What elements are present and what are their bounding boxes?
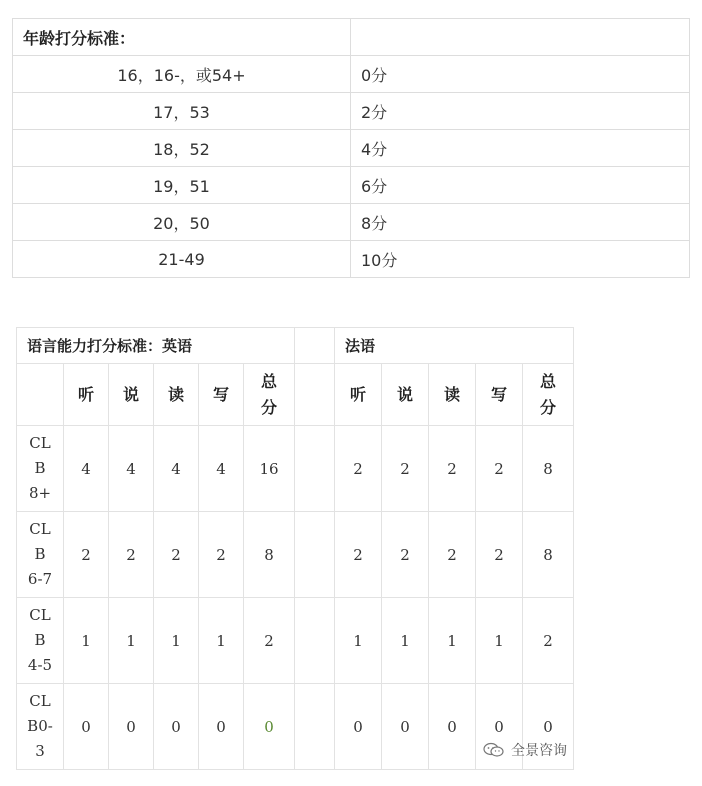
spacer-cell xyxy=(295,426,335,512)
english-score: 0 xyxy=(199,684,244,770)
french-score: 1 xyxy=(476,598,523,684)
clb-level-line: B xyxy=(34,459,46,477)
age-value: 20，50 xyxy=(13,204,351,241)
clb-level-line: B xyxy=(34,545,46,563)
skill-listen-fr: 听 xyxy=(335,364,382,426)
english-score: 2 xyxy=(64,512,109,598)
age-score: 10分 xyxy=(351,241,690,278)
language-score-table xyxy=(16,327,574,770)
table-row xyxy=(17,598,574,684)
skill-write-fr: 写 xyxy=(476,364,523,426)
french-score: 2 xyxy=(335,512,382,598)
age-score: 4分 xyxy=(351,130,690,167)
spacer-cell xyxy=(295,328,335,364)
english-score: 1 xyxy=(199,598,244,684)
age-score: 2分 xyxy=(351,93,690,130)
french-score: 2 xyxy=(476,426,523,512)
english-score: 2 xyxy=(154,512,199,598)
french-score: 1 xyxy=(335,598,382,684)
skill-total-en xyxy=(244,364,295,426)
age-table-header-empty xyxy=(351,19,690,56)
english-score: 2 xyxy=(199,512,244,598)
skill-speak-fr: 说 xyxy=(382,364,429,426)
english-score: 1 xyxy=(109,598,154,684)
clb-level-line: CL xyxy=(29,692,51,710)
skill-total-text: 总分 xyxy=(540,371,557,417)
age-value: 17，53 xyxy=(13,93,351,130)
clb-level-line: 6-7 xyxy=(27,570,53,588)
french-score: 2 xyxy=(429,512,476,598)
spacer-cell xyxy=(295,598,335,684)
french-total: 0 xyxy=(523,684,574,770)
age-score: 8分 xyxy=(351,204,690,241)
skill-listen-en: 听 xyxy=(64,364,109,426)
skill-read-fr: 读 xyxy=(429,364,476,426)
clb-level-line: B0- xyxy=(27,717,53,735)
french-score: 0 xyxy=(429,684,476,770)
english-score: 0 xyxy=(154,684,199,770)
english-total: 2 xyxy=(244,598,295,684)
watermark-text: 全景咨询 xyxy=(511,743,567,759)
age-table-header: 年龄打分标准： xyxy=(13,19,351,56)
english-total: 16 xyxy=(244,426,295,512)
skill-speak-en: 说 xyxy=(109,364,154,426)
english-score: 4 xyxy=(154,426,199,512)
french-total: 8 xyxy=(523,512,574,598)
english-total: 0 xyxy=(244,684,295,770)
age-value: 16，16-，或54+ xyxy=(13,56,351,93)
table-row xyxy=(17,512,574,598)
french-score: 0 xyxy=(476,684,523,770)
skill-total-text: 总分 xyxy=(261,371,278,417)
age-score-table xyxy=(12,18,690,278)
french-score: 2 xyxy=(335,426,382,512)
english-score: 1 xyxy=(64,598,109,684)
french-score: 0 xyxy=(382,684,429,770)
french-total: 8 xyxy=(523,426,574,512)
clb-level-line: CL xyxy=(29,606,51,624)
french-score: 0 xyxy=(335,684,382,770)
clb-level-label xyxy=(17,426,64,512)
french-title: 法语 xyxy=(335,328,574,364)
spacer-cell xyxy=(295,512,335,598)
french-score: 2 xyxy=(382,512,429,598)
skill-write-en: 写 xyxy=(199,364,244,426)
table-row xyxy=(17,426,574,512)
clb-level-label xyxy=(17,512,64,598)
french-score: 1 xyxy=(429,598,476,684)
wechat-icon xyxy=(483,742,505,758)
age-value: 19，51 xyxy=(13,167,351,204)
english-score: 4 xyxy=(109,426,154,512)
french-score: 2 xyxy=(476,512,523,598)
english-score: 2 xyxy=(109,512,154,598)
english-score: 0 xyxy=(64,684,109,770)
clb-level-label xyxy=(17,598,64,684)
french-total: 2 xyxy=(523,598,574,684)
english-score: 1 xyxy=(154,598,199,684)
age-value: 18，52 xyxy=(13,130,351,167)
clb-level-label xyxy=(17,684,64,770)
clb-level-line: 4-5 xyxy=(27,656,53,674)
spacer-cell xyxy=(295,364,335,426)
clb-level-line: 8+ xyxy=(28,484,52,502)
skill-total-fr xyxy=(523,364,574,426)
clb-level-line: 3 xyxy=(35,742,45,760)
spacer-cell xyxy=(295,684,335,770)
age-score: 0分 xyxy=(351,56,690,93)
english-score: 4 xyxy=(64,426,109,512)
english-score: 0 xyxy=(109,684,154,770)
french-score: 2 xyxy=(429,426,476,512)
skill-read-en: 读 xyxy=(154,364,199,426)
watermark xyxy=(483,740,567,760)
clb-level-line: B xyxy=(34,631,46,649)
corner-cell xyxy=(17,364,64,426)
age-value: 21-49 xyxy=(13,241,351,278)
english-score: 4 xyxy=(199,426,244,512)
clb-level-line: CL xyxy=(29,434,51,452)
age-score: 6分 xyxy=(351,167,690,204)
english-total: 8 xyxy=(244,512,295,598)
french-score: 1 xyxy=(382,598,429,684)
english-title: 语言能力打分标准：英语 xyxy=(17,328,295,364)
french-score: 2 xyxy=(382,426,429,512)
clb-level-line: CL xyxy=(29,520,51,538)
